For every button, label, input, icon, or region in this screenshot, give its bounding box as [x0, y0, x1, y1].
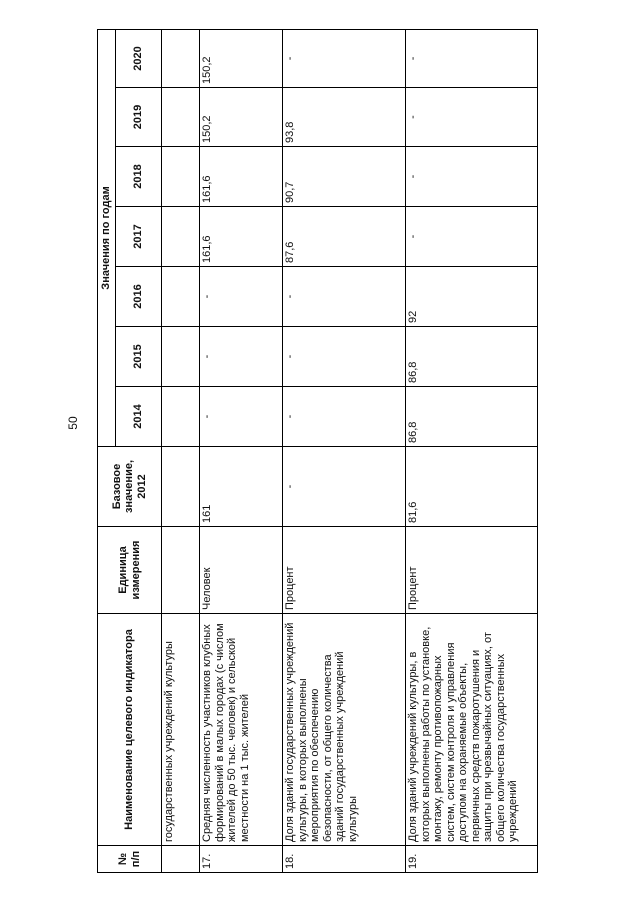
row-value	[162, 88, 200, 147]
row-value: -	[283, 387, 406, 447]
row-value: -	[406, 207, 538, 267]
row-num: 19.	[406, 846, 538, 873]
row-name: Средняя численность участников клубных формирований в малых городах (с числом жителей до 50 тыс. человек) и сельской местности на 1 тыс. жителей	[200, 614, 283, 846]
row-name: Доля зданий учреждений культуры, в которых выполнены работы по установке, монтажу, ремонту противопожарных систем, систем контроля и управления доступом на охраняемые объекты, первичных средств пожаротушения и защиты при чрезвычайных ситуациях, от общего количества государственных учреждений	[406, 614, 538, 846]
row-value: -	[283, 29, 406, 87]
row-value: 86,8	[406, 327, 538, 387]
header-year: 2018	[116, 147, 162, 207]
row-value	[162, 327, 200, 387]
table-row	[406, 29, 538, 872]
row-name: государственных учреждений культуры	[162, 614, 200, 846]
row-value: 93,8	[283, 88, 406, 147]
row-num	[162, 846, 200, 873]
row-value: -	[200, 327, 283, 387]
page-number: 50	[66, 416, 80, 430]
row-value: 87,6	[283, 207, 406, 267]
row-base	[162, 447, 200, 527]
header-unit: Единица измерения	[98, 527, 162, 614]
header-base: Базовое значение, 2012	[98, 447, 162, 527]
header-year: 2019	[116, 88, 162, 147]
row-value: 86,8	[406, 387, 538, 447]
row-value	[162, 387, 200, 447]
row-unit: Процент	[406, 527, 538, 614]
row-value: 161,6	[200, 207, 283, 267]
row-value: -	[200, 267, 283, 327]
row-base: 161	[200, 447, 283, 527]
row-base: 81,6	[406, 447, 538, 527]
row-value: -	[406, 147, 538, 207]
row-unit: Процент	[283, 527, 406, 614]
row-unit: Человек	[200, 527, 283, 614]
table-row	[162, 29, 200, 872]
row-num: 17.	[200, 846, 283, 873]
table-row	[200, 29, 283, 872]
row-base: -	[283, 447, 406, 527]
row-value: -	[200, 387, 283, 447]
row-name: Доля зданий государственных учреждений культуры, в которых выполнены мероприятия по обеспечению безопасности, от общего количества зданий государственных учреждений культуры	[283, 614, 406, 846]
header-year: 2015	[116, 327, 162, 387]
row-value: 161,6	[200, 147, 283, 207]
indicator-table	[97, 29, 538, 873]
row-num: 18.	[283, 846, 406, 873]
row-value	[162, 29, 200, 87]
row-value	[162, 207, 200, 267]
row-value	[162, 267, 200, 327]
row-unit	[162, 527, 200, 614]
header-year: 2017	[116, 207, 162, 267]
row-value: -	[406, 88, 538, 147]
row-value: -	[406, 29, 538, 87]
row-value: 150,2	[200, 29, 283, 87]
row-value: -	[283, 327, 406, 387]
header-num: № п/п	[98, 846, 162, 873]
header-values-by-year: Значения по годам	[98, 29, 116, 446]
row-value: 90,7	[283, 147, 406, 207]
row-value	[162, 147, 200, 207]
indicator-table-rotated	[97, 30, 537, 873]
header-year: 2020	[116, 29, 162, 87]
header-year: 2016	[116, 267, 162, 327]
table-row	[283, 29, 406, 872]
row-value: -	[283, 267, 406, 327]
row-value: 92	[406, 267, 538, 327]
header-year: 2014	[116, 387, 162, 447]
row-value: 150,2	[200, 88, 283, 147]
header-name: Наименование целевого индикатора	[98, 614, 162, 846]
